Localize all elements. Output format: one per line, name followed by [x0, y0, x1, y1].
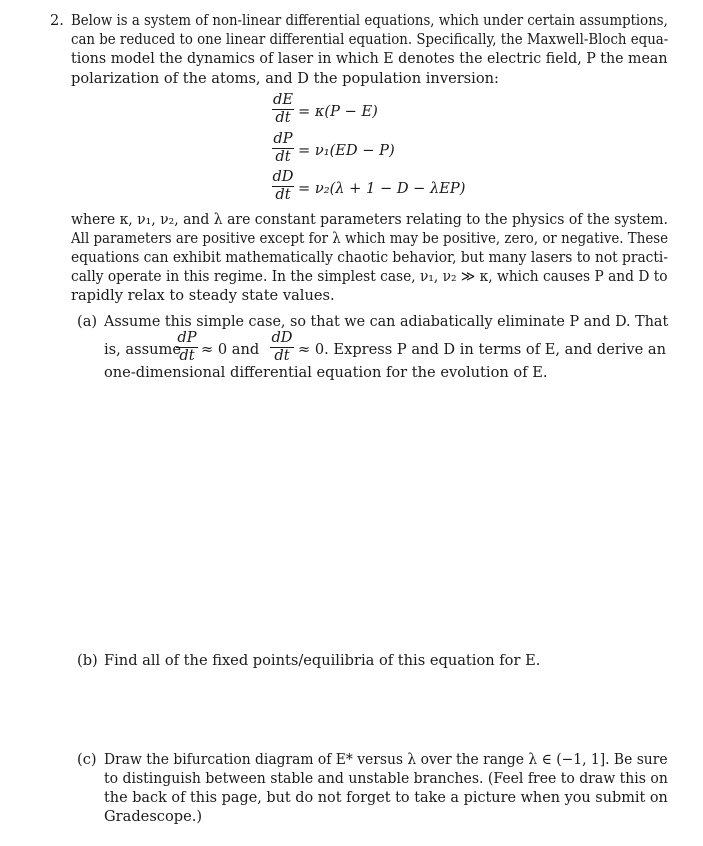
- part-a-approx-1: ≈ 0 and: [201, 341, 260, 358]
- part-b-label: (b): [77, 652, 98, 669]
- part-a-line: Assume this simple case, so that we can adiabatically eliminate P and D. That: [104, 313, 669, 330]
- intro-line: tions model the dynamics of laser in which E denotes the electric field, P the mean: [71, 50, 668, 67]
- fraction-numerator: dP: [273, 130, 293, 147]
- equation-dE-fraction: [272, 92, 294, 125]
- fraction-denominator: dt: [179, 347, 195, 364]
- fraction-denominator: dt: [275, 109, 291, 126]
- body-line: All parameters are positive except for λ which may be positive, zero, or negative. These: [71, 230, 669, 247]
- equation-dD-rhs: = ν₂(λ + 1 − D − λEP): [298, 180, 466, 197]
- fraction-numerator: dD: [272, 168, 294, 185]
- intro-line: can be reduced to one linear differential equation. Specifically, the Maxwell-Bloch equa-: [71, 31, 669, 48]
- intro-line: polarization of the atoms, and D the population inversion:: [71, 70, 499, 87]
- equation-dP-fraction: [272, 131, 294, 164]
- body-line: rapidly relax to steady state values.: [71, 287, 335, 304]
- fraction-denominator: dt: [274, 347, 290, 364]
- problem-number: 2.: [50, 12, 64, 29]
- intro-line: Below is a system of non-linear differential equations, which under certain assumptions,: [71, 12, 668, 29]
- part-c-line: to distinguish between stable and unstable branches. (Feel free to draw this on: [104, 770, 668, 787]
- part-a-dD-fraction: [270, 330, 294, 363]
- part-a-label: (a): [77, 313, 98, 330]
- part-c-line: Gradescope.): [104, 808, 203, 825]
- part-a-line2-suffix: ≈ 0. Express P and D in terms of E, and derive an: [298, 341, 666, 358]
- part-b-line: Find all of the fixed points/equilibria of this equation for E.: [104, 652, 541, 669]
- part-a-line: one-dimensional differential equation for the evolution of E.: [104, 364, 548, 381]
- body-line: where κ, ν₁, ν₂, and λ are constant parameters relating to the physics of the system.: [71, 211, 668, 228]
- part-c-line: Draw the bifurcation diagram of E* versus λ over the range λ ∈ (−1, 1]. Be sure: [104, 751, 668, 768]
- part-c-label: (c): [77, 751, 97, 768]
- fraction-denominator: dt: [275, 148, 291, 165]
- part-a-line2-prefix: is, assume: [104, 341, 181, 358]
- fraction-denominator: dt: [275, 186, 291, 203]
- equation-dE-rhs: = κ(P − E): [298, 103, 378, 120]
- body-line: equations can exhibit mathematically chaotic behavior, but many lasers to not practi-: [71, 249, 669, 266]
- equation-dD-fraction: [272, 169, 294, 202]
- fraction-numerator: dD: [271, 329, 293, 346]
- part-c-line: the back of this page, but do not forget to take a picture when you submit on: [104, 789, 668, 806]
- equation-dP-rhs: = ν₁(ED − P): [298, 142, 395, 159]
- body-line: cally operate in this regime. In the simplest case, ν₁, ν₂ ≫ κ, which causes P and D to: [71, 268, 668, 285]
- fraction-numerator: dE: [273, 91, 293, 108]
- part-a-dP-fraction: [176, 330, 198, 363]
- fraction-numerator: dP: [177, 329, 197, 346]
